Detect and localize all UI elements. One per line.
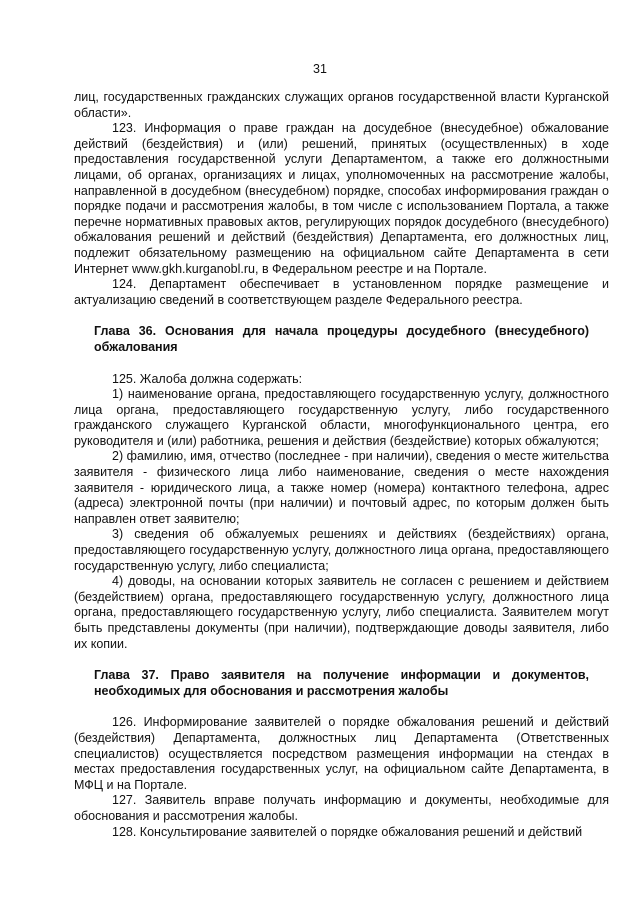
paragraph-124: 124. Департамент обеспечивает в установленном порядке размещение и актуализацию сведений в соответствующем разделе Федерального реестра. <box>74 277 609 307</box>
page-number: 31 <box>313 62 327 76</box>
paragraph-continuation: лиц, государственных гражданских служащих органов государственной власти Курганской области». <box>74 90 609 120</box>
chapter-36-heading: Глава 36. Основания для начала процедуры досудебного (внесудебного) обжалования <box>94 324 589 354</box>
paragraph-128: 128. Консультирование заявителей о порядке обжалования решений и действий <box>112 824 583 839</box>
list-item-1: 1) наименование органа, предоставляющего государственную услугу, должностного лица органа, предоставляющего государственную услугу, либо государственного гражданского служащего Курганской области, многофункционального центра, его руководителя и (или) работника, решения и действия (бездействие) которых обжалуются; <box>74 387 609 448</box>
list-item-3: 3) сведения об обжалуемых решениях и действиях (бездействиях) органа, предоставляющего государственную услугу, должностного лица органа, предоставляющего государственную услугу, либо специалиста; <box>74 527 609 573</box>
paragraph-123: 123. Информация о праве граждан на досудебное (внесудебное) обжалование действий (бездействия) и (или) решений, принятых (осуществленных) в ходе предоставления государственной услуги Департаментом, а также его должностными лицами, об органах, организациях и лицах, уполномоченных на рассмотрение жалобы, направленной в досудебном (внесудебном) порядке, способах информирования граждан о порядке подачи и рассмотрения жалобы, в том числе с использованием Портала, а также перечне нормативных правовых актов, регулирующих порядок досудебного (внесудебного) обжалования решений и действий (бездействия) Департамента, его должностных лиц, подлежит обязательному размещению на официальном сайте Департамента в сети Интернет www.gkh.kurganobl.ru, в Федеральном реестре и на Портале. <box>74 121 609 276</box>
list-item-4: 4) доводы, на основании которых заявитель не согласен с решением и действием (бездействием) органа, предоставляющего государственную услугу, должностного лица органа, предоставляющего государственную услугу, либо специалиста. Заявителем могут быть представлены документы (при наличии), подтверждающие доводы заявителя, либо их копии. <box>74 574 609 651</box>
chapter-37-heading: Глава 37. Право заявителя на получение информации и документов, необходимых для обоснования и рассмотрения жалобы <box>94 668 589 698</box>
list-item-2: 2) фамилию, имя, отчество (последнее - при наличии), сведения о месте жительства заявителя - физического лица либо наименование, сведения о месте нахождения заявителя - юридического лица, а также номер (номера) контактного телефона, адрес (адреса) электронной почты (при наличии) и почтовый адрес, по которым должен быть направлен ответ заявителю; <box>74 449 609 526</box>
document-body <box>74 90 609 840</box>
paragraph-126: 126. Информирование заявителей о порядке обжалования решений и действий (бездействия) Департамента, должностных лиц Департамента (Ответственных специалистов) осуществляется посредством размещения информации на стендах в местах предоставления государственных услуг, на официальном сайте Департамента, в МФЦ и на Портале. <box>74 715 609 792</box>
paragraph-125: 125. Жалоба должна содержать: <box>112 371 303 386</box>
paragraph-127: 127. Заявитель вправе получать информацию и документы, необходимые для обоснования и рассмотрения жалобы. <box>74 793 609 823</box>
